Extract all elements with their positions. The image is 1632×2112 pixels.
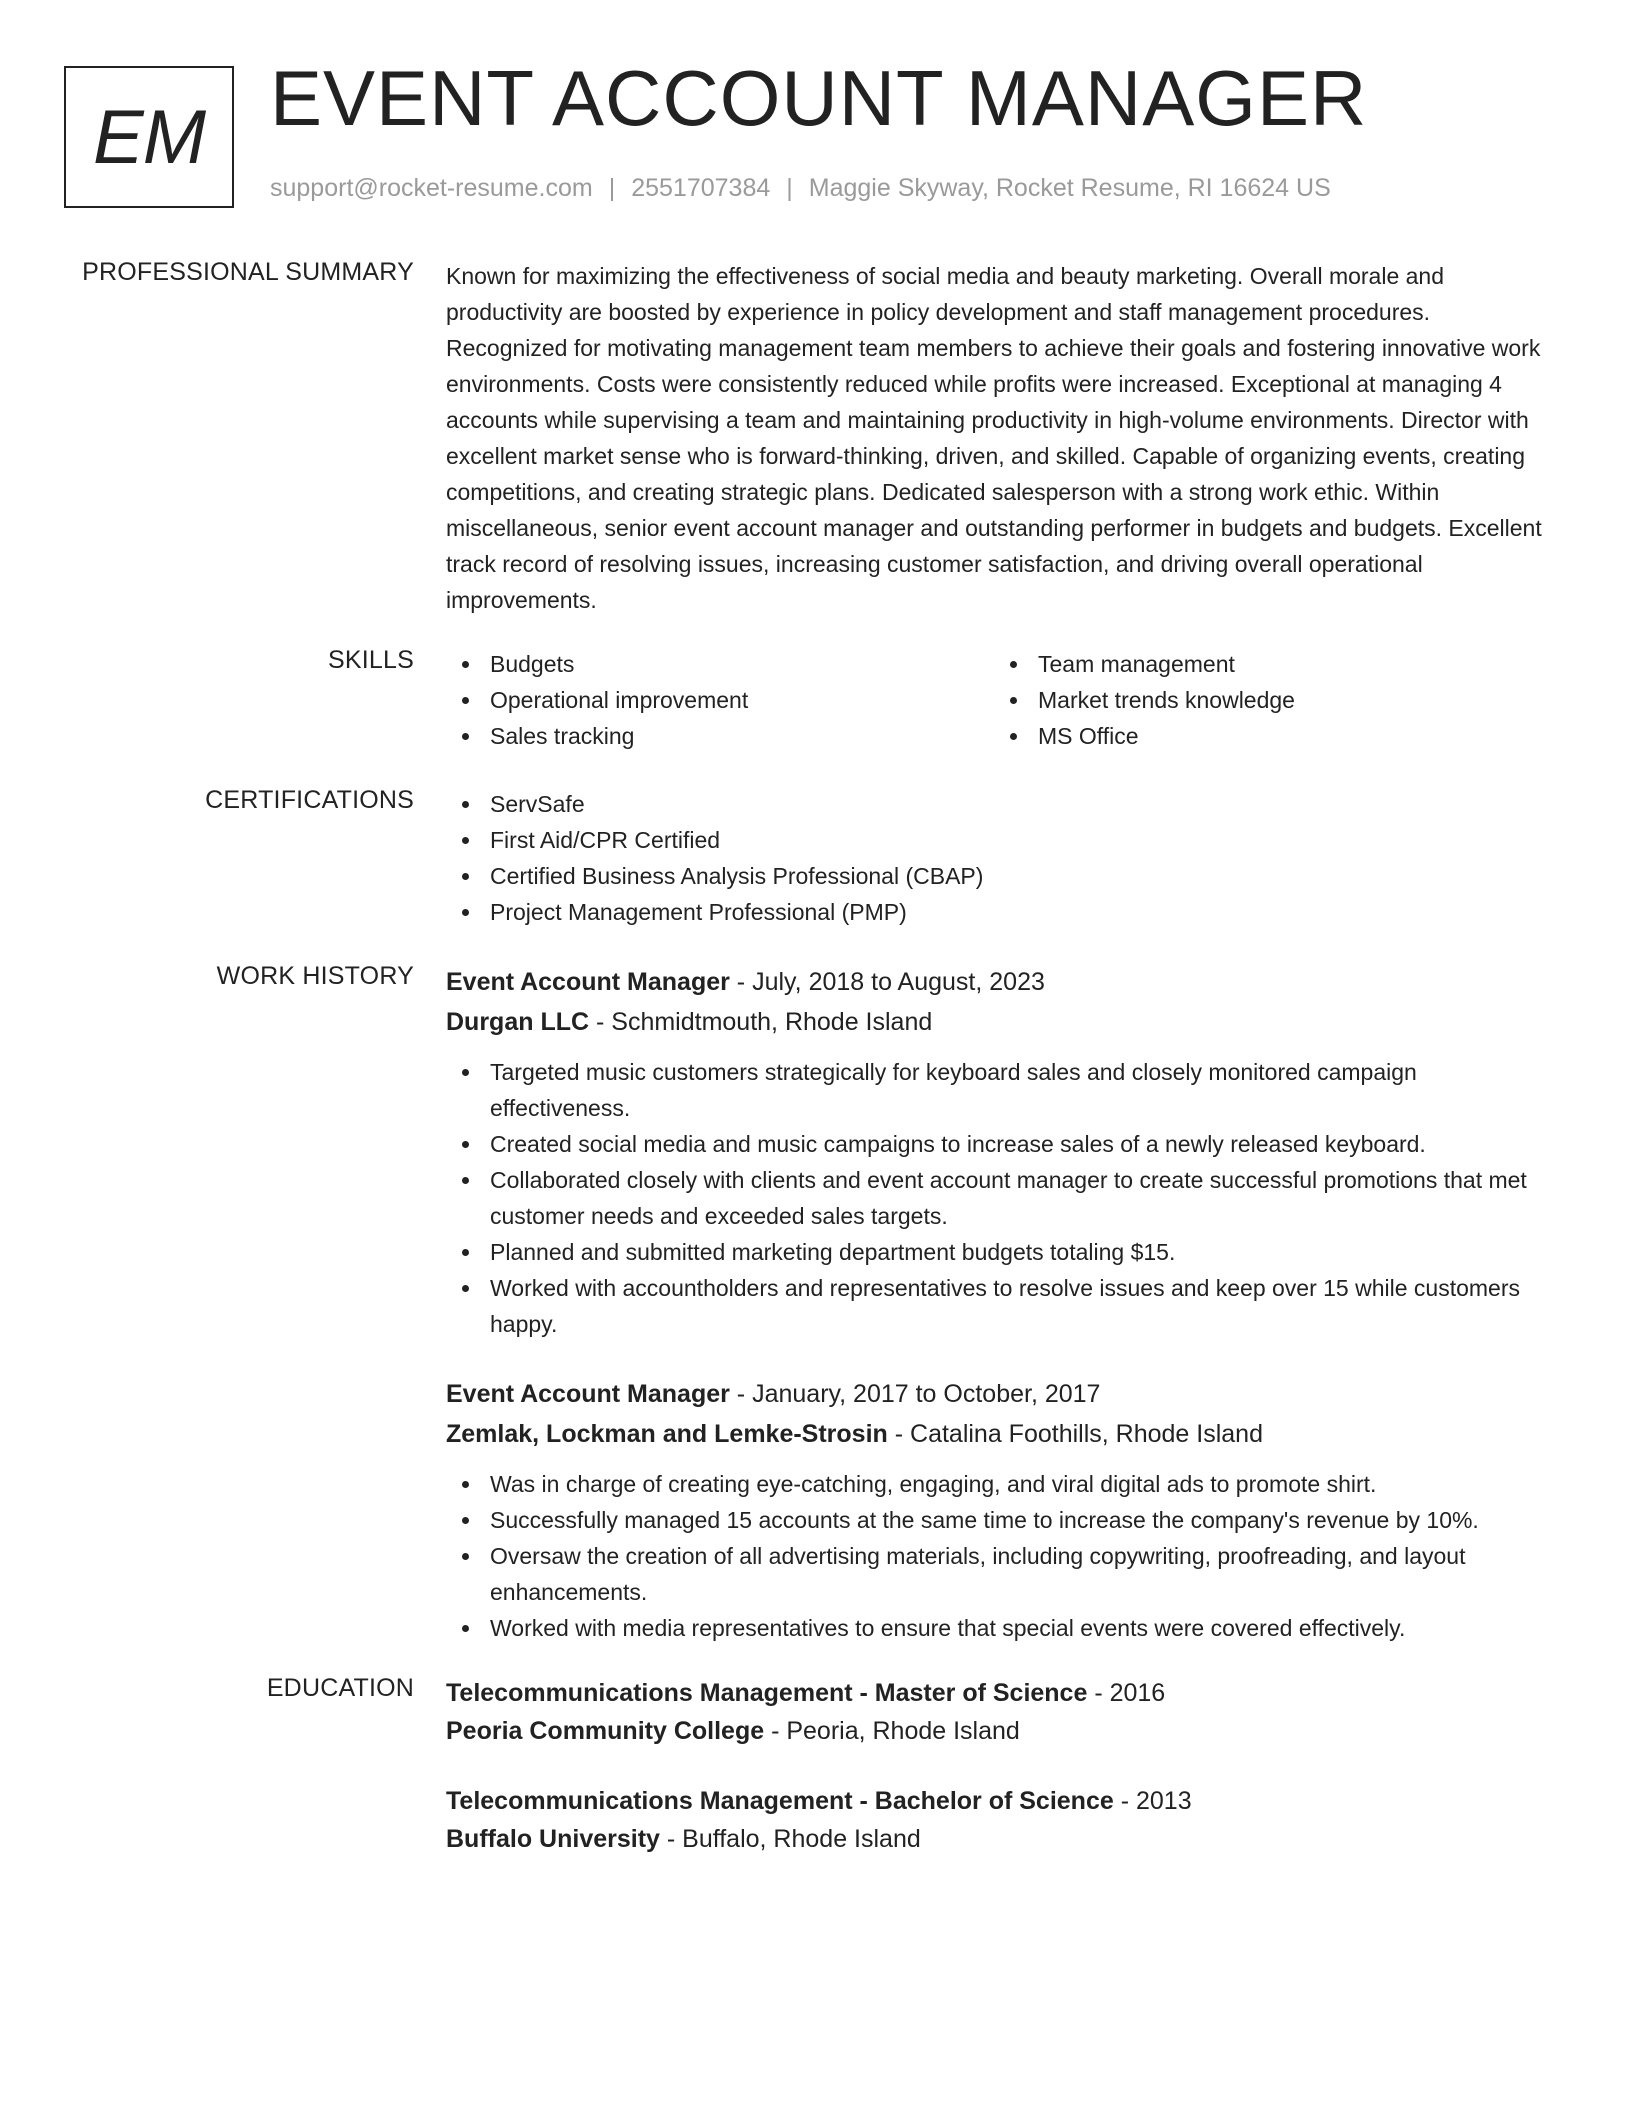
job-company-line [446, 1002, 1546, 1042]
certifications-body [446, 786, 1546, 930]
education-degree-line [446, 1782, 1546, 1820]
section-label-skills: SKILLS [328, 646, 414, 674]
certification-item: Certified Business Analysis Professional (CBAP) [446, 858, 1546, 894]
education-year: - 2013 [1113, 1787, 1192, 1815]
job-entry [446, 962, 1546, 1342]
section-label-certifications: CERTIFICATIONS [205, 786, 414, 814]
contact-email: support@rocket-resume.com [270, 174, 593, 202]
job-bullet: Worked with media representatives to ensure that special events were covered effectively. [446, 1610, 1546, 1646]
job-bullet: Created social media and music campaigns to increase sales of a newly released keyboard. [446, 1126, 1546, 1162]
contact-address: Maggie Skyway, Rocket Resume, RI 16624 US [808, 174, 1331, 202]
work-body [446, 962, 1546, 1646]
skill-item: Team management [994, 646, 1542, 682]
education-entry [446, 1674, 1546, 1750]
job-bullet: Oversaw the creation of all advertising materials, including copywriting, proofreading, and layout enhancements. [446, 1538, 1546, 1610]
job-company: Zemlak, Lockman and Lemke-Strosin [446, 1420, 888, 1448]
contact-phone: 2551707384 [631, 174, 771, 202]
job-dates: - July, 2018 to August, 2023 [729, 968, 1045, 996]
education-degree: Telecommunications Management - Bachelor of Science [446, 1787, 1114, 1815]
education-school: Peoria Community College [446, 1717, 765, 1745]
skills-body [446, 646, 1546, 754]
education-school-line [446, 1820, 1546, 1858]
job-bullet: Targeted music customers strategically for keyboard sales and closely monitored campaign effectiveness. [446, 1054, 1546, 1126]
job-title: Event Account Manager [446, 968, 730, 996]
skill-item: Sales tracking [446, 718, 994, 754]
contact-line [270, 174, 1331, 203]
job-title-line [446, 1374, 1546, 1414]
job-company-line [446, 1414, 1546, 1454]
contact-separator: | [786, 174, 793, 202]
skill-item: MS Office [994, 718, 1542, 754]
section-label-summary: PROFESSIONAL SUMMARY [82, 258, 414, 286]
education-year: - 2016 [1087, 1679, 1166, 1707]
job-dates: - January, 2017 to October, 2017 [729, 1380, 1101, 1408]
education-body [446, 1674, 1546, 1858]
job-bullets [446, 1054, 1546, 1342]
certifications-list [446, 786, 1546, 930]
section-label-education: EDUCATION [266, 1674, 414, 1702]
skill-item: Operational improvement [446, 682, 994, 718]
summary-body [446, 258, 1546, 618]
certification-item: First Aid/CPR Certified [446, 822, 1546, 858]
monogram-logo: EM [64, 66, 234, 208]
education-location: - Buffalo, Rhode Island [659, 1825, 921, 1853]
job-bullet: Worked with accountholders and representatives to resolve issues and keep over 15 while customers happy. [446, 1270, 1546, 1342]
summary-text: Known for maximizing the effectiveness of social media and beauty marketing. Overall morale and productivity are boosted by experience in policy development and staff management procedures. Recognized for motivating management team members to achieve their goals and fostering innovative work environments. Costs were consistently reduced while profits were increased. Exceptional at managing 4 accounts while supervising a team and maintaining productivity in high-volume environments. Director with excellent market sense who is forward-thinking, driven, and skilled. Capable of organizing events, creating competitions, and creating strategic plans. Dedicated salesperson with a strong work ethic. Within miscellaneous, senior event account manager and outstanding performer in budgets and budgets. Excellent track record of resolving issues, increasing customer satisfaction, and driving overall operational improvements. [446, 263, 1542, 613]
skills-list [446, 646, 1546, 754]
contact-separator: | [608, 174, 616, 202]
education-degree: Telecommunications Management - Master of Science [446, 1679, 1088, 1707]
section-label-work: WORK HISTORY [216, 962, 414, 990]
job-location: - Schmidtmouth, Rhode Island [589, 1008, 933, 1036]
job-company: Durgan LLC [446, 1008, 590, 1036]
job-title-line [446, 962, 1546, 1002]
job-entry [446, 1374, 1546, 1646]
job-location: - Catalina Foothills, Rhode Island [887, 1420, 1263, 1448]
job-bullet: Planned and submitted marketing department budgets totaling $15. [446, 1234, 1546, 1270]
skill-item: Market trends knowledge [994, 682, 1542, 718]
job-bullet: Was in charge of creating eye-catching, engaging, and viral digital ads to promote shirt. [446, 1466, 1546, 1502]
job-bullet: Successfully managed 15 accounts at the same time to increase the company's revenue by 10%. [446, 1502, 1546, 1538]
job-bullets [446, 1466, 1546, 1646]
certification-item: Project Management Professional (PMP) [446, 894, 1546, 930]
education-location: - Peoria, Rhode Island [764, 1717, 1020, 1745]
education-school: Buffalo University [446, 1825, 660, 1853]
skill-item: Budgets [446, 646, 994, 682]
certification-item: ServSafe [446, 786, 1546, 822]
job-bullet: Collaborated closely with clients and event account manager to create successful promotions that met customer needs and exceeded sales targets. [446, 1162, 1546, 1234]
education-entry [446, 1782, 1546, 1858]
education-school-line [446, 1712, 1546, 1750]
education-degree-line [446, 1674, 1546, 1712]
job-title: Event Account Manager [446, 1380, 730, 1408]
resume-title: EVENT ACCOUNT MANAGER [270, 54, 1368, 142]
